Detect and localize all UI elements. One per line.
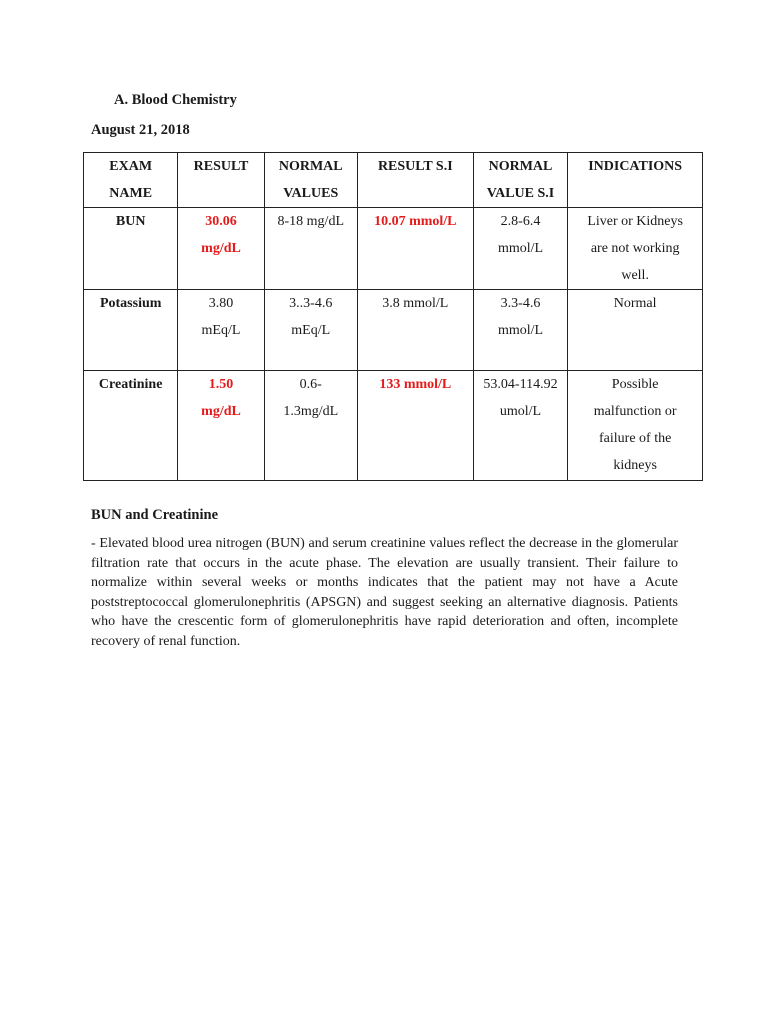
indication-line: Normal (613, 296, 657, 311)
indications-cell (568, 290, 703, 371)
normal-value: 3..3-4.6 (289, 296, 333, 311)
normal-si-value: 2.8-6.4 (500, 214, 541, 229)
indication-line: are not working (590, 241, 680, 256)
normal-unit: 1.3mg/dL (283, 404, 339, 419)
indication-line: failure of the (599, 431, 672, 446)
exam-name: Potassium (99, 296, 162, 311)
normal-si-value: 3.3-4.6 (500, 296, 541, 311)
normal-values-cell (264, 371, 357, 481)
header-line: NORMAL (488, 159, 553, 174)
table-row (84, 208, 703, 290)
table-header-row (84, 153, 703, 208)
result-si-cell (357, 208, 473, 290)
header-result-si (357, 153, 473, 208)
result-unit: mEq/L (201, 323, 241, 338)
report-date: August 21, 2018 (91, 122, 190, 138)
header-normal-values (264, 153, 357, 208)
indications-cell (568, 371, 703, 481)
result-value: 3.80 (208, 296, 234, 311)
result-si-value: 133 mmol/L (379, 377, 452, 392)
normal-value: 8-18 mg/dL (277, 214, 344, 229)
blood-chemistry-table (83, 152, 703, 481)
indication-line: well. (621, 268, 649, 283)
normal-si-cell (473, 208, 568, 290)
header-indications (568, 153, 703, 208)
exam-name-cell (84, 208, 178, 290)
header-line: INDICATIONS (588, 159, 683, 174)
result-unit: mg/dL (201, 241, 241, 256)
exam-name: BUN (115, 214, 146, 229)
normal-value: 0.6- (299, 377, 322, 392)
normal-si-value: 53.04-114.92 (483, 377, 558, 392)
exam-name-cell (84, 290, 178, 371)
result-unit: mg/dL (201, 404, 241, 419)
result-si-cell (357, 371, 473, 481)
normal-values-cell (264, 208, 357, 290)
result-cell (178, 290, 264, 371)
table-row (84, 371, 703, 481)
result-value: 30.06 (205, 214, 237, 229)
body-paragraph: - Elevated blood urea nitrogen (BUN) and serum creatinine values reflect the decrease in the glomerular filtration rate that occurs in the acute phase. The elevation are usually transient. Their failure to normalize within several weeks or months indicates that the patient may not have a Acute poststreptococcal glomerulonephritis (APSGN) and suggest seeking an alternative diagnosis. Patients who have the crescentic form of glomerulonephritis have rapid deterioration and often, incomplete recovery of renal function. (91, 536, 678, 649)
header-line: VALUE S.I (486, 186, 555, 201)
normal-values-cell (264, 290, 357, 371)
result-value: 1.50 (208, 377, 234, 392)
exam-name-cell (84, 371, 178, 481)
table-row (84, 290, 703, 371)
header-result (178, 153, 264, 208)
header-line: NORMAL (278, 159, 343, 174)
indication-line: kidneys (613, 458, 657, 473)
normal-si-cell (473, 371, 568, 481)
indication-line: Liver or Kidneys (587, 214, 683, 229)
header-normal-value-si (473, 153, 568, 208)
normal-unit: mEq/L (291, 323, 331, 338)
header-line: RESULT (193, 159, 249, 174)
normal-si-unit: umol/L (499, 404, 542, 419)
header-exam-name (84, 153, 178, 208)
result-si-value: 3.8 mmol/L (382, 296, 449, 311)
header-line: RESULT S.I (377, 159, 453, 174)
indication-line: Possible (611, 377, 659, 392)
result-si-value: 10.07 mmol/L (374, 214, 457, 229)
result-cell (178, 208, 264, 290)
normal-si-unit: mmol/L (497, 241, 544, 256)
subheading: BUN and Creatinine (91, 507, 219, 523)
indications-cell (568, 208, 703, 290)
section-heading: A. Blood Chemistry (114, 92, 237, 108)
normal-si-unit: mmol/L (497, 323, 544, 338)
header-line: VALUES (283, 186, 339, 201)
header-line: EXAM (109, 159, 153, 174)
result-si-cell (357, 290, 473, 371)
header-line: NAME (109, 186, 153, 201)
normal-si-cell (473, 290, 568, 371)
exam-name: Creatinine (98, 377, 163, 392)
result-cell (178, 371, 264, 481)
indication-line: malfunction or (593, 404, 677, 419)
